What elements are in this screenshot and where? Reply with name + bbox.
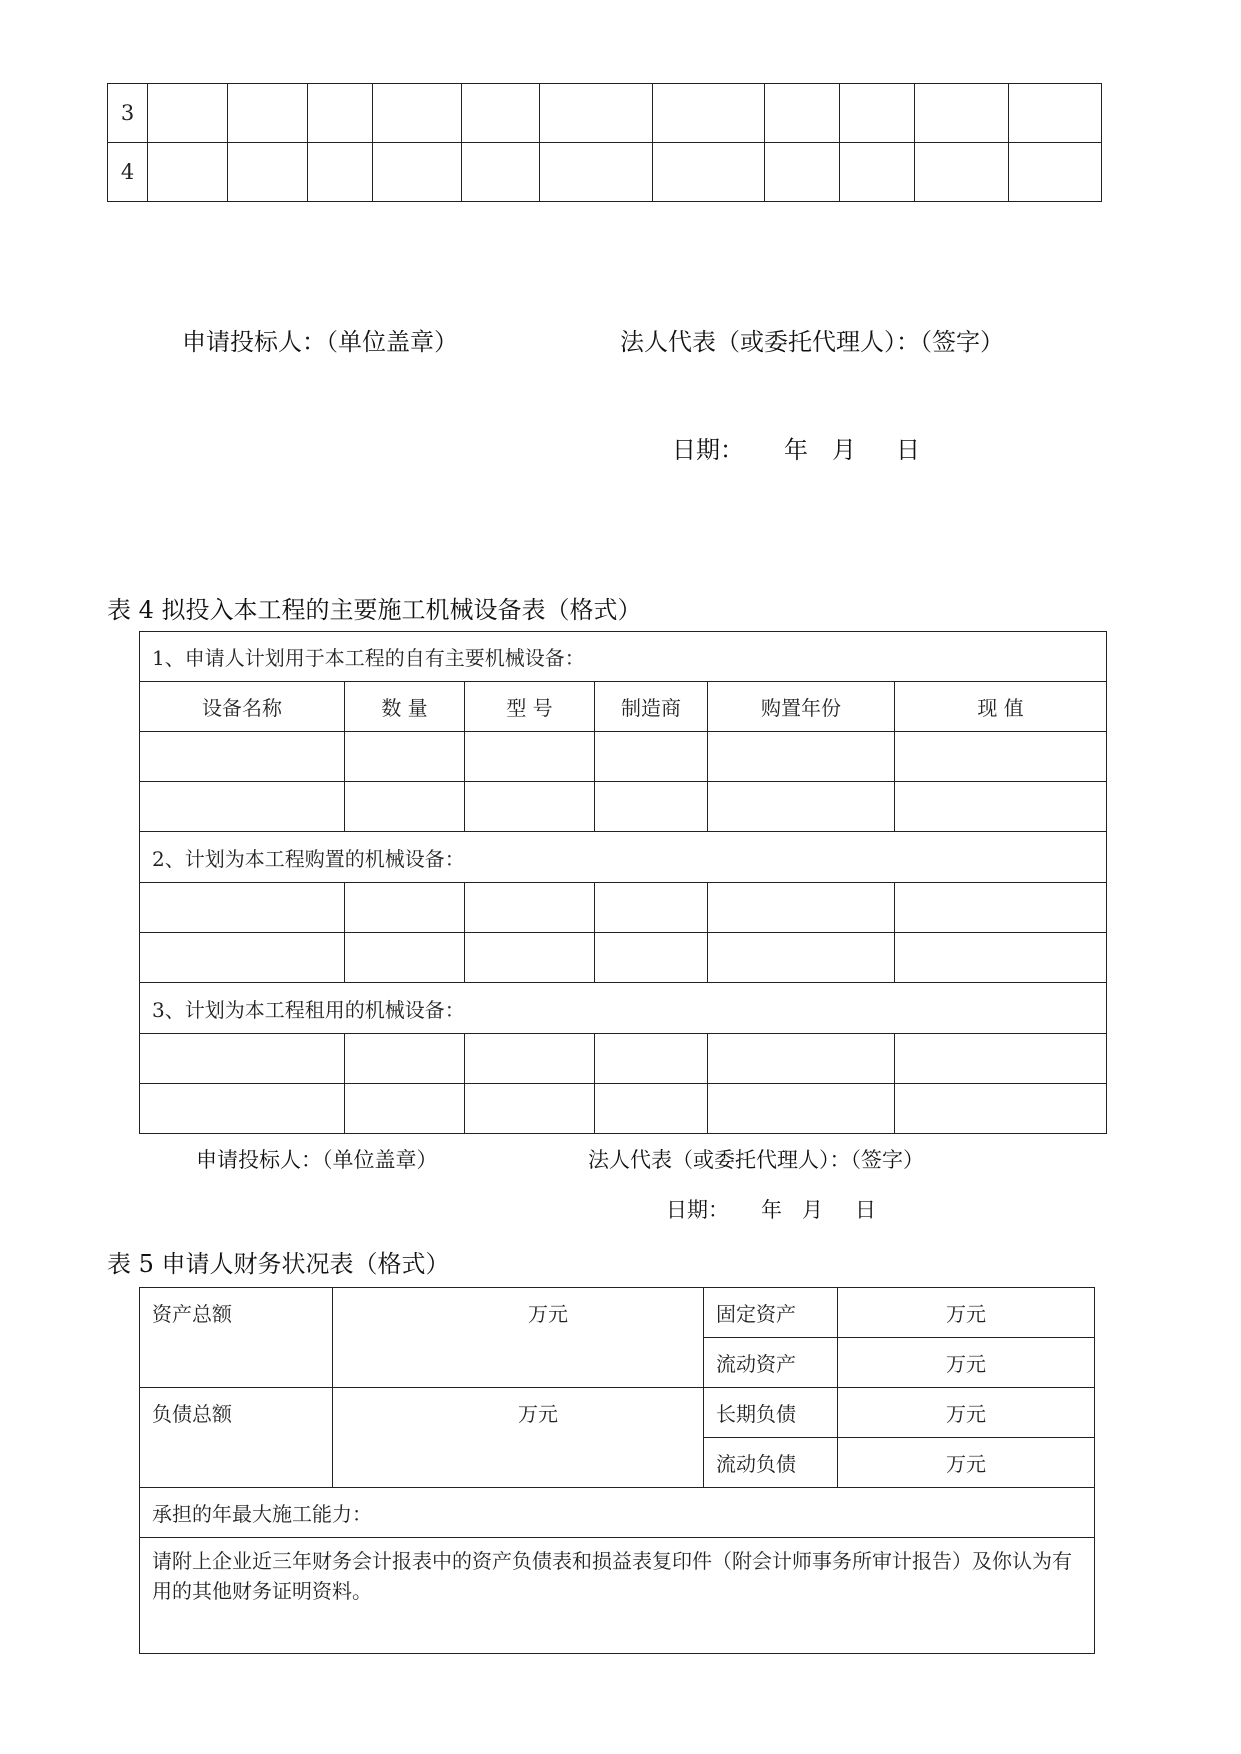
header-model: 型 号 — [465, 682, 595, 732]
previous-table-tail — [107, 83, 1102, 202]
legal-rep-signature-label-2: 法人代表（或委托代理人）：（签字） — [588, 1148, 924, 1172]
current-assets-label: 流动资产 — [704, 1338, 838, 1388]
table-row — [140, 933, 1107, 983]
financial-note: 请附上企业近三年财务会计报表中的资产负债表和损益表复印件（附会计师事务所审计报告）及你认为有用的其他财务证明资料。 — [140, 1538, 1095, 1654]
day-label: 日 — [855, 1198, 876, 1222]
fixed-assets-label: 固定资产 — [704, 1288, 838, 1338]
table-row — [108, 84, 1102, 143]
table4-title: 表 4 拟投入本工程的主要施工机械设备表（格式） — [107, 596, 642, 624]
section-row — [140, 832, 1107, 883]
header-purchase-year: 购置年份 — [708, 682, 895, 732]
row-number: 3 — [108, 84, 148, 143]
current-liabilities-unit: 万元 — [838, 1438, 1095, 1488]
long-term-liabilities-unit: 万元 — [838, 1388, 1095, 1438]
year-label: 年 — [784, 436, 808, 464]
month-label: 月 — [832, 436, 856, 464]
date-line — [672, 430, 920, 465]
current-assets-unit: 万元 — [838, 1338, 1095, 1388]
section1-label: 1、申请人计划用于本工程的自有主要机械设备： — [140, 632, 1107, 682]
bidder-seal-label-2: 申请投标人：（单位盖章） — [196, 1148, 438, 1172]
equipment-table — [139, 631, 1107, 1134]
header-equipment-name: 设备名称 — [140, 682, 345, 732]
section-row — [140, 632, 1107, 682]
day-label: 日 — [896, 436, 920, 464]
section-row — [140, 983, 1107, 1034]
table-row — [140, 1034, 1107, 1084]
bidder-seal-label: 申请投标人：（单位盖章） — [182, 328, 458, 356]
header-row — [140, 682, 1107, 732]
row-number: 4 — [108, 143, 148, 202]
header-manufacturer: 制造商 — [595, 682, 708, 732]
date-line-2 — [666, 1194, 876, 1224]
header-current-value: 现 值 — [895, 682, 1107, 732]
year-label: 年 — [761, 1198, 782, 1222]
table-row — [140, 782, 1107, 832]
date-label: 日期： — [672, 436, 744, 464]
legal-rep-signature-label: 法人代表（或委托代理人）：（签字） — [620, 328, 1004, 356]
annual-capacity-label: 承担的年最大施工能力： — [140, 1488, 1095, 1538]
fixed-assets-unit: 万元 — [838, 1288, 1095, 1338]
table5-title: 表 5 申请人财务状况表（格式） — [107, 1250, 450, 1278]
current-liabilities-label: 流动负债 — [704, 1438, 838, 1488]
total-liabilities-label: 负债总额 — [140, 1388, 333, 1488]
section3-label: 3、计划为本工程租用的机械设备： — [140, 983, 1107, 1034]
table-row — [140, 1084, 1107, 1134]
table-row — [140, 883, 1107, 933]
total-liabilities-unit: 万元 — [333, 1388, 704, 1488]
header-quantity: 数 量 — [345, 682, 465, 732]
financial-status-table — [139, 1287, 1095, 1654]
date-label: 日期： — [666, 1198, 729, 1222]
total-assets-label: 资产总额 — [140, 1288, 333, 1388]
long-term-liabilities-label: 长期负债 — [704, 1388, 838, 1438]
total-assets-unit: 万元 — [333, 1288, 704, 1388]
section2-label: 2、计划为本工程购置的机械设备： — [140, 832, 1107, 883]
table-row — [108, 143, 1102, 202]
table-row — [140, 732, 1107, 782]
month-label: 月 — [802, 1198, 823, 1222]
